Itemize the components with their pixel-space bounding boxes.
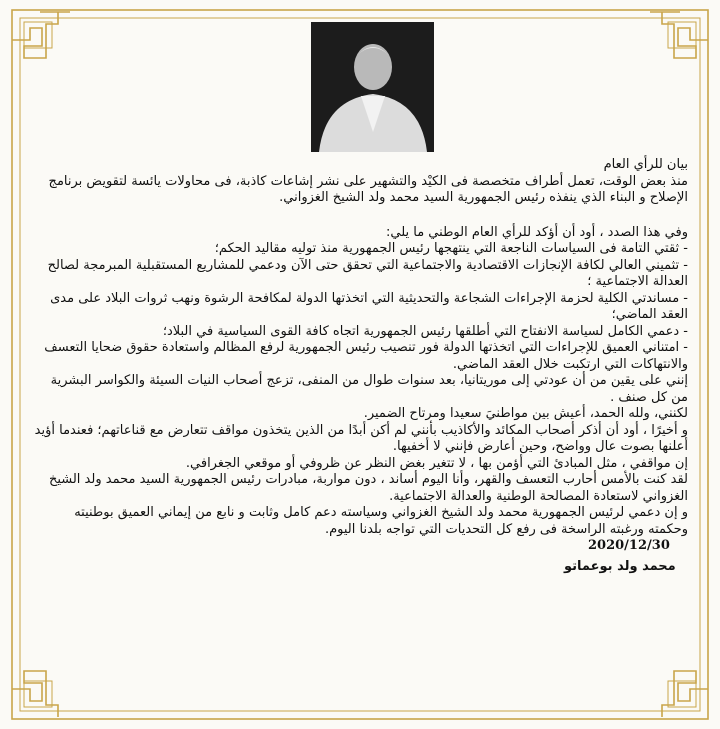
intro-paragraph: منذ بعض الوقت، تعمل أطراف متخصصة فى الكيْد والتشهير على نشر إشاعات كاذبة، فى محاولات يائسة لتقويض برنامج الإصلاح و البناء الذي ينفذه رئيس الجمهورية السيد محمد ولد الشيخ الغزواني. <box>48 173 688 205</box>
body-paragraph: إنني على يقين من أن عودتي إلى موريتانيا، بعد سنوات طوال من المنفى، تزعج أصحاب النيات السيئة والكواسر البشرية من كل صنف . <box>50 373 688 405</box>
statement-body <box>34 153 688 575</box>
person-silhouette-icon <box>311 22 434 152</box>
body-paragraph: و أخيرًا ، أود أن أذكر أصحاب المكائد والأكاذيب بأنني لم أكن أبدًا من الذين يتخذون مواقف تتعارض مع قناعاتهم؛ فعندما أؤيد أعلنها بصوت عال وواضح، وحين أعارض فإنني لا أخفيها. <box>34 422 688 454</box>
body-paragraph: لقد كنت بالأمس أحارب التعسف والقهر، وأنا اليوم أساند ، دون مواربة، مبادرات رئيس الجمهورية السيد محمد ولد الشيخ الغزواني لاستعادة المصالحة الوطنية والعدالة الاجتماعية. <box>48 472 688 504</box>
list-item: - تثميني العالي لكافة الإنجازات الاقتصادية والاجتماعية التي تحقق حتى الآن ودعمي للمشاريع المستقبلية المبرمجة لصالح العدالة الاجتماعية ؛ <box>47 257 688 289</box>
statement-heading: بيان للرأي العام <box>603 157 688 172</box>
signature: محمد ولد بوعماتو <box>564 558 676 574</box>
list-item: - دعمي الكامل لسياسة الانفتاح التي أطلقها رئيس الجمهورية اتجاه كافة القوى السياسية في البلاد؛ <box>162 323 688 339</box>
list-item: - مساندتي الكلية لحزمة الإجراءات الشجاعة والتحديثية التي اتخذتها الدولة لمكافحة الرشوة ونهب ثروات البلاد على مدى العقد الماضي؛ <box>50 290 688 322</box>
body-paragraph: إن مواقفي ، مثل المبادئ التي أؤمن بها ، لا تتغير بغض النظر عن ظروفي أو موقعي الجغرافي. <box>185 455 688 471</box>
affirm-intro: وفي هذا الصدد ، أود أن أؤكد للرأي العام الوطني ما يلي: <box>385 224 688 240</box>
list-item: - امتناني العميق للإجراءات التي اتخذتها الدولة فور تنصيب رئيس الجمهورية لرفع المظالم واستعادة حقوق ضحايا التعسف والانتهاكات التي ارتكبت خلال العقد الماضي. <box>44 340 688 372</box>
body-paragraph: لكنني، ولله الحمد، أعيش بين مواطنيَ سعيدا ومرتاح الضمير. <box>363 406 688 421</box>
statement-date: 2020/12/30 <box>588 538 670 553</box>
body-paragraph: و إن دعمي لرئيس الجمهورية محمد ولد الشيخ الغزواني وسياسته دعم كامل وثابت و نابع من إيماني العميق بوطنيته وحكمته ورغبته الراسخة فى رفع كل التحديات التي تواجه بلدنا اليوم. <box>74 505 688 537</box>
list-item: - ثقتي التامة فى السياسات الناجعة التي ينتهجها رئيس الجمهورية منذ توليه مقاليد الحكم؛ <box>214 241 688 256</box>
portrait-photo <box>311 22 434 152</box>
